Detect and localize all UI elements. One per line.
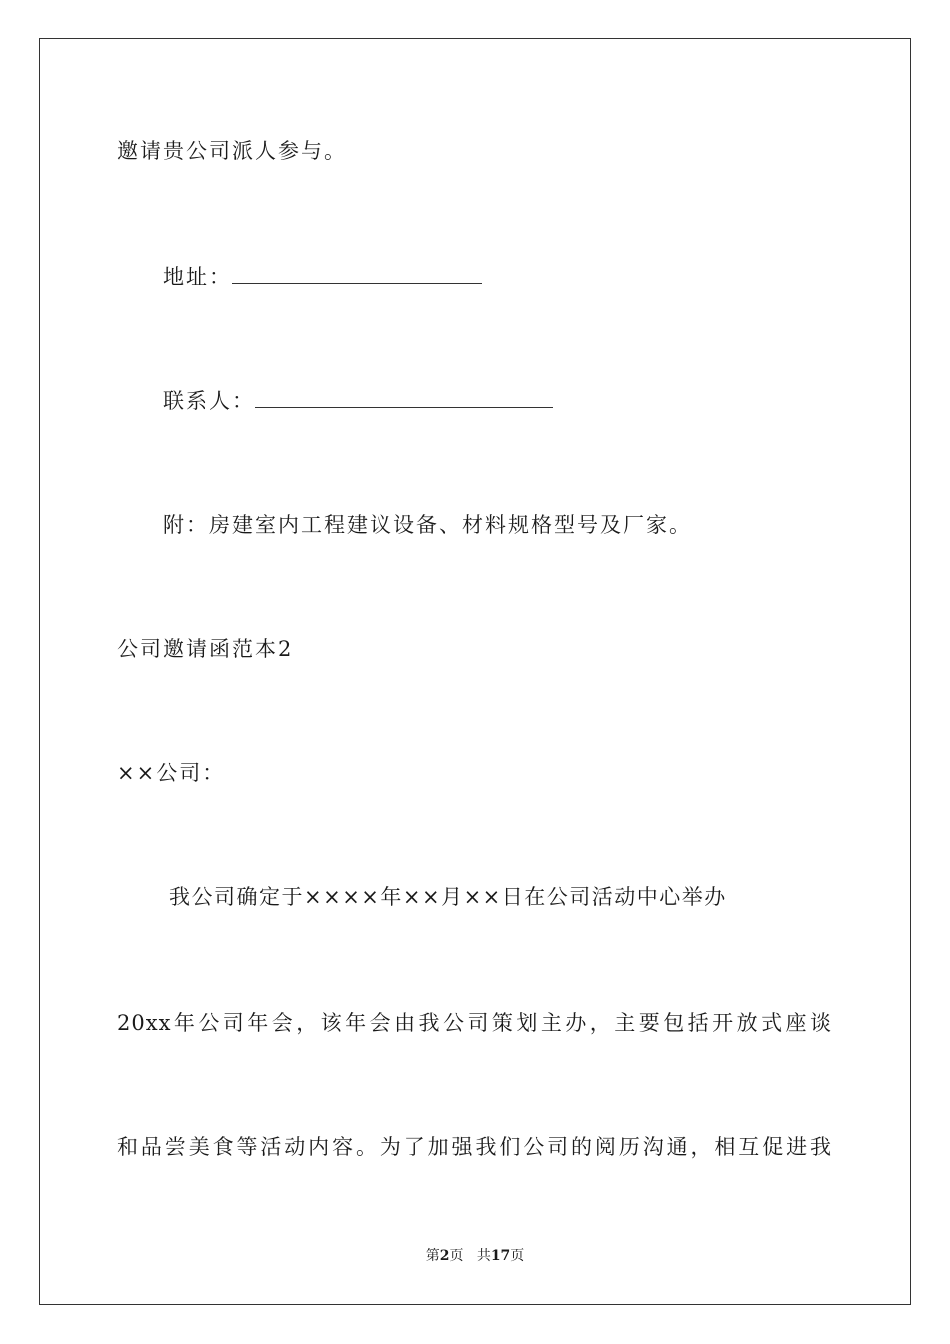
footer-page-prefix: 第 <box>425 1248 440 1264</box>
section-heading: 公司邀请函范本2 <box>117 637 294 661</box>
footer-total-suffix: 页 <box>510 1248 525 1264</box>
paragraph-line-3: 和品尝美食等活动内容。为了加强我们公司的阅历沟通，相互促进我 <box>117 1135 832 1159</box>
paragraph-line-2: 20xx年公司年会，该年会由我公司策划主办，主要包括开放式座谈 <box>117 1011 832 1035</box>
contact-line <box>163 386 553 416</box>
address-blank <box>232 263 482 284</box>
address-line <box>163 262 482 292</box>
contact-label: 联系人： <box>163 389 255 413</box>
intro-end-line: 邀请贵公司派人参与。 <box>117 139 347 163</box>
paragraph-line-1: 我公司确定于××××年××月××日在公司活动中心举办 <box>169 885 727 909</box>
salutation: ××公司： <box>117 761 226 785</box>
page-footer <box>0 1246 950 1266</box>
attachment-line: 附：房建室内工程建议设备、材料规格型号及厂家。 <box>163 513 692 537</box>
footer-total-prefix: 共 <box>476 1248 491 1264</box>
address-label: 地址： <box>163 265 232 289</box>
footer-total-pages: 17 <box>490 1248 511 1264</box>
footer-page-number: 2 <box>439 1248 450 1264</box>
contact-blank <box>255 387 553 408</box>
footer-page-suffix: 页 <box>449 1248 464 1264</box>
page-border <box>39 38 911 1305</box>
